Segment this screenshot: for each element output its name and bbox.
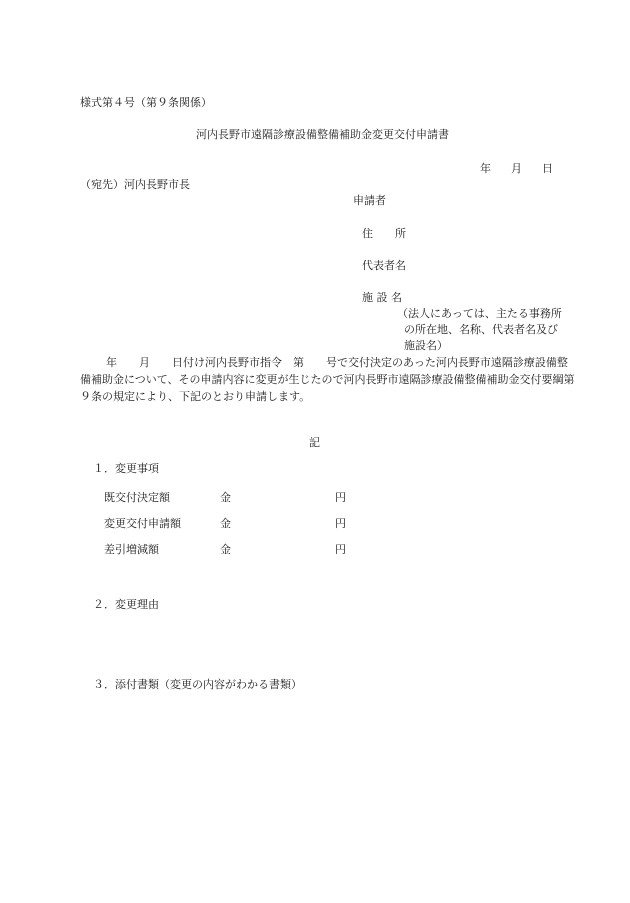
change-row-suffix: 円	[335, 491, 346, 504]
document-title: 河内長野市遠隔診療設備整備補助金変更交付申請書	[196, 128, 449, 141]
body-line: 備補助金について、その申請内容に変更が生じたので河内長野市遠隔診療設備整備補助金交付要綱第	[80, 373, 575, 386]
body-line: 年 月 日付け河内長野市指令 第 号で交付決定のあった河内長野市遠隔診療設備整	[106, 356, 568, 369]
body-line: ９条の規定により、下記のとおり申請します。	[80, 390, 311, 403]
form-label: 様式第４号（第９条関係）	[80, 96, 212, 109]
addressee: （宛先）河内長野市長	[80, 178, 190, 191]
ki-heading: 記	[309, 436, 320, 449]
change-row-label: 差引増減額	[104, 543, 159, 556]
applicant-note-line: 施設名）	[404, 339, 448, 352]
representative-label: 代表者名	[362, 259, 406, 272]
facility-label: 施 設 名	[362, 291, 402, 304]
applicant-note-line: （法人にあっては、主たる事務所	[397, 307, 562, 320]
change-row-label: 変更交付申請額	[104, 517, 181, 530]
applicant-note-line: の所在地、名称、代表者名及び	[404, 323, 558, 336]
date-year: 年	[480, 162, 491, 175]
date-month: 月	[511, 162, 522, 175]
section-2-heading: ２．変更理由	[93, 598, 159, 611]
address-label: 住 所	[362, 227, 406, 240]
change-row-prefix: 金	[220, 517, 231, 530]
section-1-heading: １．変更事項	[93, 462, 159, 475]
change-row-suffix: 円	[335, 543, 346, 556]
change-row-prefix: 金	[220, 543, 231, 556]
date-day: 日	[542, 162, 553, 175]
section-3-heading: ３．添付書類（変更の内容がわかる書類）	[93, 678, 302, 691]
change-row-label: 既交付決定額	[104, 491, 170, 504]
body-paragraph	[80, 354, 575, 405]
change-row-prefix: 金	[220, 491, 231, 504]
applicant-heading: 申請者	[353, 194, 386, 207]
change-row-suffix: 円	[335, 517, 346, 530]
